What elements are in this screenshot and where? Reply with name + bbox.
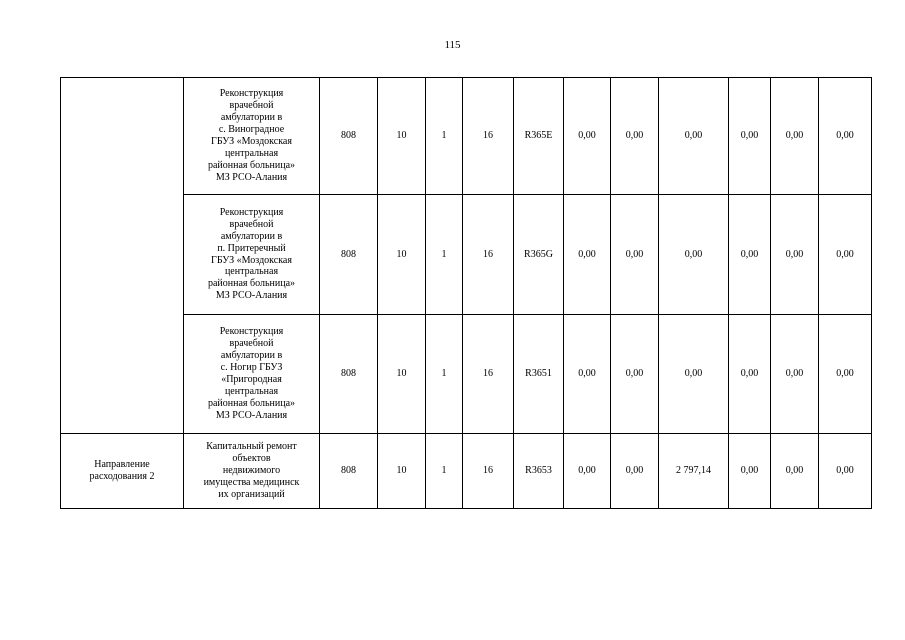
text-line: амбулатории в [220,230,283,242]
text-line: п. Притеречный [217,242,286,254]
page-number: 115 [444,39,461,51]
value-cell-6: 0,00 [819,315,872,434]
value-cell-4: 0,00 [729,78,771,195]
text-line: с. Виноградное [218,124,285,136]
text-line: Реконструкция [219,326,284,338]
text-line: амбулатории в [220,350,283,362]
value-cell-5: 0,00 [771,315,819,434]
text-line: Реконструкция [219,206,284,218]
text-line: врачебной [229,100,274,112]
direction-cell [61,434,184,509]
value-cell-6: 0,00 [819,434,872,509]
value-cell-3: 0,00 [659,195,729,315]
budget-table [60,77,872,509]
description-cell [184,315,320,434]
text-line: врачебной [229,338,274,350]
text-line: МЗ РСО-Алания [215,290,288,302]
subsection-cell: 1 [426,315,463,434]
table-row [61,78,872,195]
text-line: объектов [232,453,271,465]
value-cell-1: 0,00 [564,434,611,509]
section-cell: 10 [378,78,426,195]
target-article-cell: R3653 [514,434,564,509]
subsection-cell: 1 [426,78,463,195]
value-cell-4: 0,00 [729,434,771,509]
description-cell [184,434,320,509]
text-line: Направление [94,459,150,471]
text-line: Реконструкция [219,88,284,100]
value-cell-6: 0,00 [819,195,872,315]
budget-code-cell: 808 [320,434,378,509]
text-line: Капитальный ремонт [206,441,297,453]
text-line: центральная [224,266,279,278]
value-cell-1: 0,00 [564,315,611,434]
value-cell-6: 0,00 [819,78,872,195]
text-line: их организаций [218,488,285,500]
text-line: районная больница» [207,397,296,409]
direction-cell [61,78,184,434]
value-cell-2: 0,00 [611,434,659,509]
text-line: недвижимого [222,465,281,477]
value-cell-5: 0,00 [771,78,819,195]
text-line: ГБУЗ «Моздокская [211,254,292,266]
text-line: районная больница» [207,278,296,290]
budget-code-cell: 808 [320,78,378,195]
text-line: с. Ногир ГБУЗ [220,362,283,374]
budget-code-cell: 808 [320,195,378,315]
value-cell-2: 0,00 [611,195,659,315]
program-cell: 16 [463,78,514,195]
section-cell: 10 [378,434,426,509]
text-line: расходования 2 [89,471,155,482]
text-line: амбулатории в [220,112,283,124]
text-line: МЗ РСО-Алания [215,409,288,421]
value-cell-2: 0,00 [611,315,659,434]
value-cell-2: 0,00 [611,78,659,195]
program-cell: 16 [463,315,514,434]
program-cell: 16 [463,434,514,509]
value-cell-4: 0,00 [729,315,771,434]
program-cell: 16 [463,195,514,315]
target-article-cell: R3651 [514,315,564,434]
text-line: МЗ РСО-Алания [215,171,288,183]
target-article-cell: R365G [514,195,564,315]
budget-code-cell: 808 [320,315,378,434]
value-cell-5: 0,00 [771,434,819,509]
target-article-cell: R365E [514,78,564,195]
value-cell-1: 0,00 [564,78,611,195]
value-cell-5: 0,00 [771,195,819,315]
subsection-cell: 1 [426,434,463,509]
subsection-cell: 1 [426,195,463,315]
value-cell-4: 0,00 [729,195,771,315]
section-cell: 10 [378,315,426,434]
description-cell [184,78,320,195]
text-line: врачебной [229,218,274,230]
text-line: «Пригородная [221,374,282,385]
text-line: центральная [224,385,279,397]
text-line: ГБУЗ «Моздокская [211,136,292,147]
text-line: имущества медицинск [203,476,300,488]
value-cell-3: 2 797,14 [659,434,729,509]
table-row [61,434,872,509]
description-cell [184,195,320,315]
section-cell: 10 [378,195,426,315]
value-cell-3: 0,00 [659,78,729,195]
value-cell-1: 0,00 [564,195,611,315]
text-line: районная больница» [207,159,296,171]
value-cell-3: 0,00 [659,315,729,434]
text-line: центральная [224,147,279,159]
